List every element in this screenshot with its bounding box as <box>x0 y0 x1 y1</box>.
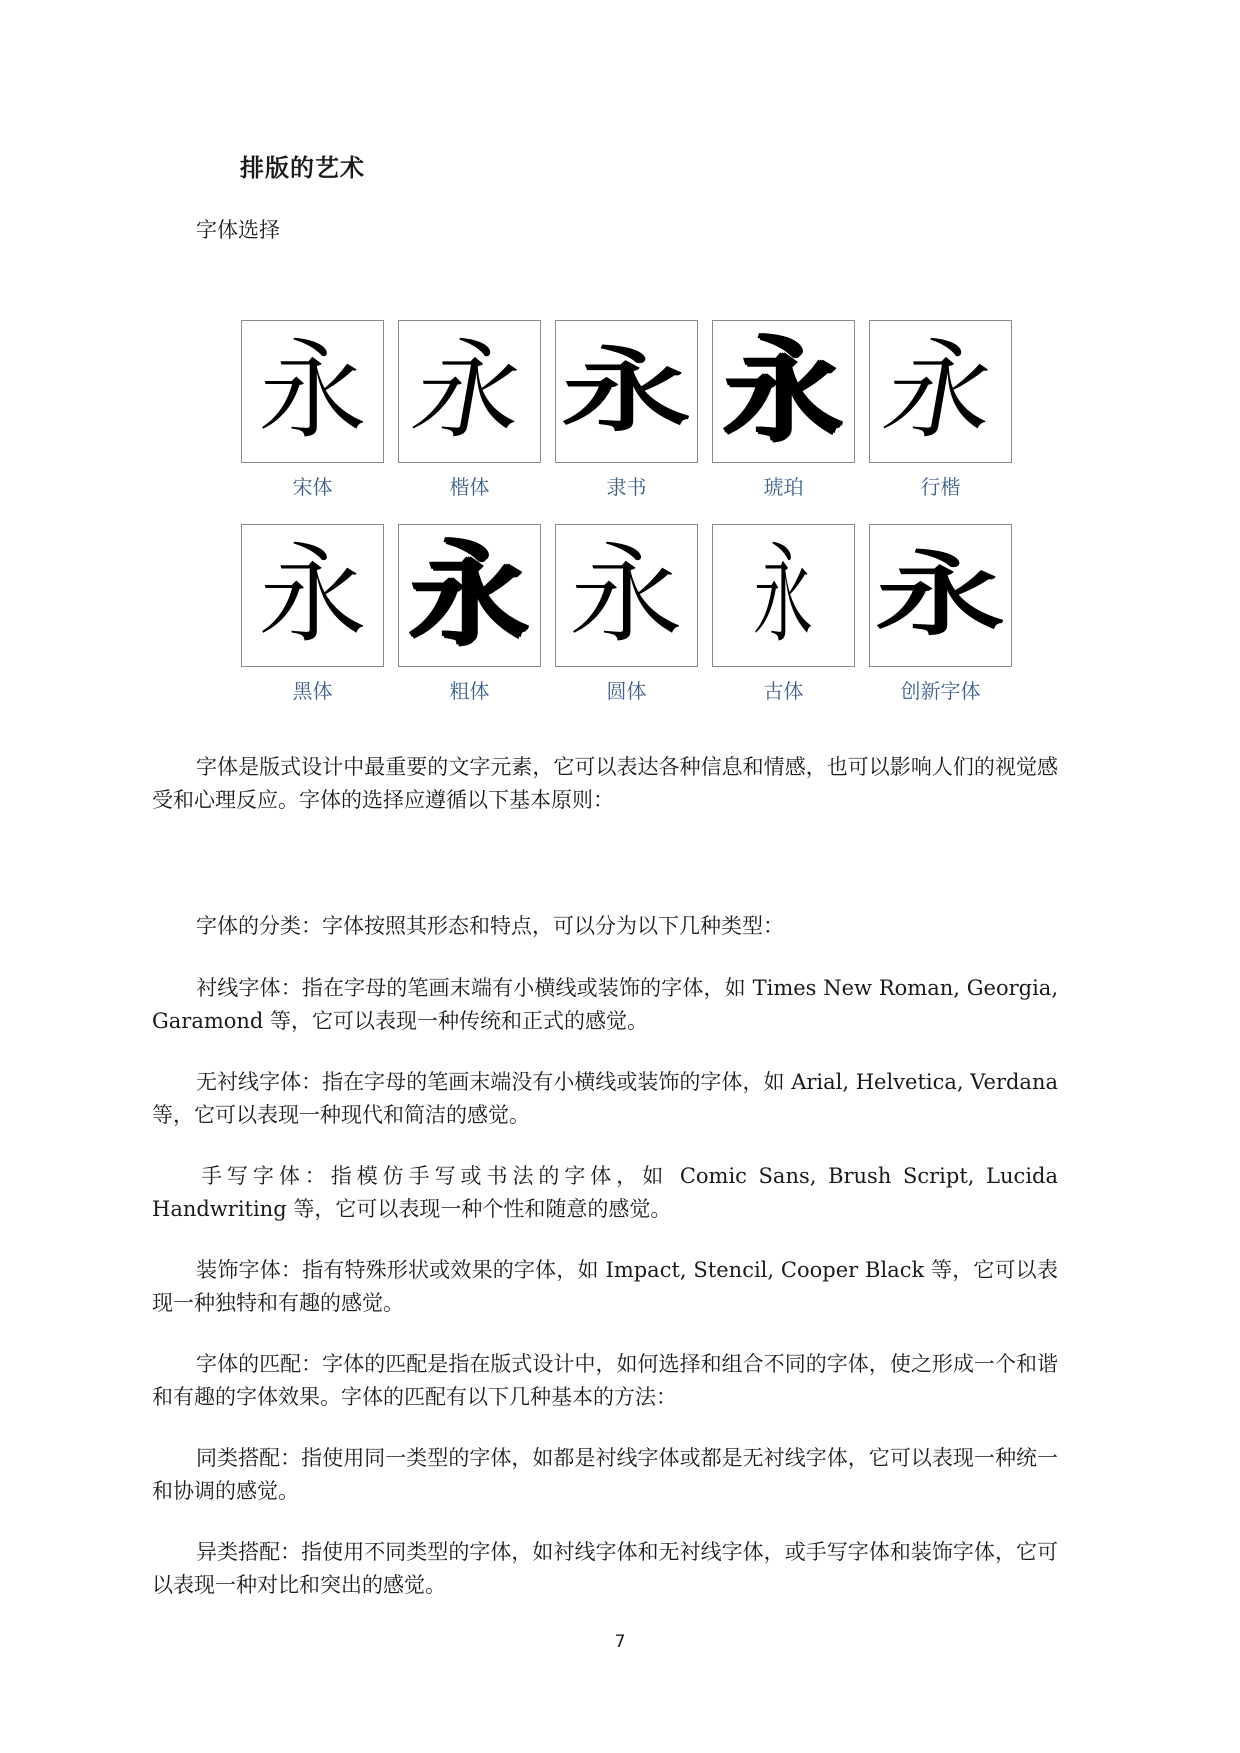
font-label: 琥珀 <box>763 475 804 499</box>
glyph-sample <box>869 524 1012 667</box>
page-number: 7 <box>614 1632 626 1652</box>
glyph-char: 永 <box>258 328 367 454</box>
font-sample-songti <box>241 320 384 500</box>
glyph-char: 永 <box>561 337 692 445</box>
paragraph-decorative <box>152 1254 1058 1320</box>
font-label: 圆体 <box>606 679 647 703</box>
glyph-char: 永 <box>875 328 1006 454</box>
font-sample-heiti <box>241 524 384 704</box>
paragraph-text: 装饰字体：指有特殊形状或效果的字体，如 Impact, Stencil, Cooper Black 等，它可以表现一种独特和有趣的感觉。 <box>152 1258 1058 1315</box>
glyph-sample <box>555 320 698 463</box>
font-sample-yuanti <box>555 524 698 704</box>
glyph-char: 永 <box>569 532 684 658</box>
glyph-sample <box>398 320 541 463</box>
glyph-char: 永 <box>258 532 367 658</box>
glyph-sample <box>712 524 855 667</box>
font-label: 粗体 <box>449 679 490 703</box>
section-subheading: 字体选择 <box>196 218 280 242</box>
glyph-sample <box>555 524 698 667</box>
glyph-sample <box>869 320 1012 463</box>
font-label: 黑体 <box>292 679 333 703</box>
paragraph-classification <box>152 910 1058 943</box>
font-sample-chuangxin <box>869 524 1012 704</box>
font-label: 创新字体 <box>900 679 981 703</box>
glyph-char: 永 <box>875 541 1006 649</box>
font-sample-hupo <box>712 320 855 500</box>
page-heading: 排版的艺术 <box>240 154 365 182</box>
glyph-sample <box>712 320 855 463</box>
glyph-sample <box>241 524 384 667</box>
font-label: 古体 <box>763 679 804 703</box>
paragraph-text: 手写字体：指模仿手写或书法的字体，如 Comic Sans, Brush Script, Lucida Handwriting 等，它可以表现一种个性和随意的感觉。 <box>152 1164 1058 1221</box>
paragraph-matching <box>152 1348 1058 1414</box>
paragraph-different-type <box>152 1536 1058 1602</box>
font-sample-xingkai <box>869 320 1012 500</box>
paragraph-handwriting <box>152 1160 1058 1226</box>
paragraph-intro <box>152 751 1058 817</box>
paragraph-text: 字体是版式设计中最重要的文字元素，它可以表达各种信息和情感，也可以影响人们的视觉感受和心理反应。字体的选择应遵循以下基本原则： <box>152 755 1058 812</box>
glyph-char: 永 <box>753 532 814 658</box>
paragraph-text: 衬线字体：指在字母的笔画末端有小横线或装饰的字体，如 Times New Roman, Georgia, Garamond 等，它可以表现一种传统和正式的感觉。 <box>152 976 1058 1033</box>
font-sample-lishu <box>555 320 698 500</box>
font-sample-kaiti <box>398 320 541 500</box>
paragraph-same-type <box>152 1442 1058 1508</box>
glyph-sample <box>241 320 384 463</box>
paragraph-text: 字体的匹配：字体的匹配是指在版式设计中，如何选择和组合不同的字体，使之形成一个和谐和有趣的字体效果。字体的匹配有以下几种基本的方法： <box>152 1352 1058 1409</box>
paragraph-text: 同类搭配：指使用同一类型的字体，如都是衬线字体或都是无衬线字体，它可以表现一种统一和协调的感觉。 <box>152 1446 1058 1503</box>
font-sample-guti <box>712 524 855 704</box>
font-sample-grid <box>241 320 1011 704</box>
paragraph-text: 字体的分类：字体按照其形态和特点，可以分为以下几种类型： <box>196 914 784 938</box>
font-sample-cuti <box>398 524 541 704</box>
paragraph-sans-serif <box>152 1066 1058 1132</box>
paragraph-serif <box>152 972 1058 1038</box>
paragraph-text: 异类搭配：指使用不同类型的字体，如衬线字体和无衬线字体，或手写字体和装饰字体，它可以表现一种对比和突出的感觉。 <box>152 1540 1058 1597</box>
paragraph-text: 无衬线字体：指在字母的笔画末端没有小横线或装饰的字体，如 Arial, Helvetica, Verdana 等，它可以表现一种现代和简洁的感觉。 <box>152 1070 1058 1127</box>
glyph-char: 永 <box>404 328 535 454</box>
glyph-char: 永 <box>410 529 529 661</box>
font-label: 楷体 <box>449 475 490 499</box>
font-label: 宋体 <box>292 475 333 499</box>
font-label: 行楷 <box>920 475 961 499</box>
glyph-char: 永 <box>724 325 843 457</box>
font-label: 隶书 <box>606 475 647 499</box>
glyph-sample <box>398 524 541 667</box>
